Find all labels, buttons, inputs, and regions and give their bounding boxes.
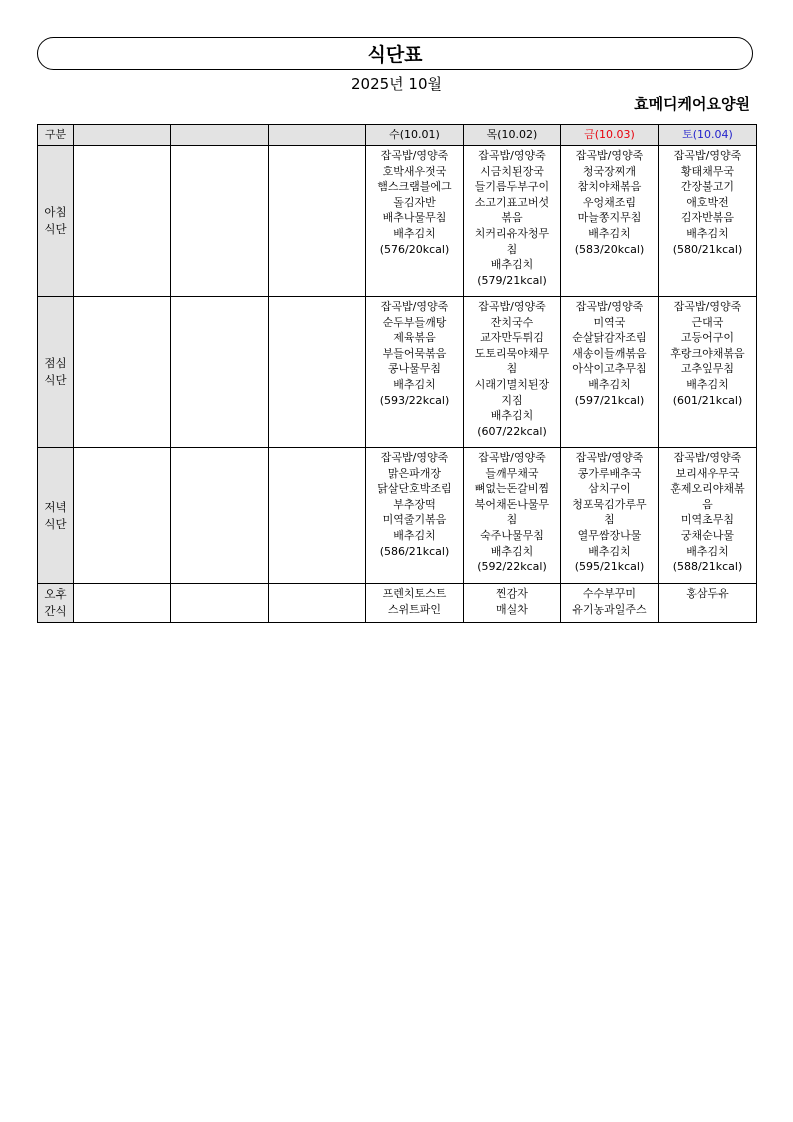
- menu-item: 순두부들깨탕: [382, 315, 447, 329]
- lunch-row: [38, 297, 757, 448]
- menu-item: 침: [506, 362, 518, 376]
- menu-item: 돌김자반: [393, 195, 436, 209]
- menu-item: 잡곡밥/영양죽: [575, 149, 644, 162]
- menu-item: 잡곡밥/영양죽: [478, 300, 546, 313]
- menu-item: 잡곡밥/영양죽: [380, 451, 449, 464]
- menu-item: 간장불고기: [680, 180, 735, 194]
- page-title-box: [37, 37, 753, 70]
- menu-item: 침: [506, 242, 518, 256]
- menu-item: (580/21kcal): [672, 242, 743, 256]
- day-header-sat: 토(10.04): [659, 125, 757, 146]
- category-header: 구분: [38, 125, 74, 146]
- menu-item: 콩나물무침: [387, 362, 442, 376]
- menu-item: 배추나물무침: [382, 211, 447, 225]
- menu-item: 침: [506, 513, 518, 527]
- menu-item: (593/22kcal): [379, 393, 450, 407]
- menu-cell: [366, 297, 464, 448]
- menu-item: 스위트파인: [387, 602, 442, 616]
- menu-cell: [171, 297, 269, 448]
- meal-label-line: 간식: [44, 604, 67, 618]
- menu-item: 잡곡밥/영양죽: [575, 451, 644, 464]
- menu-item: 순살닭감자조림: [572, 331, 647, 345]
- menu-cell: [171, 584, 269, 623]
- menu-item: 삼치구이: [588, 482, 631, 496]
- menu-item: (595/21kcal): [574, 560, 645, 574]
- page-title: 식단표: [367, 44, 423, 66]
- menu-cell: [659, 584, 757, 623]
- menu-item: 잡곡밥/영양죽: [478, 451, 546, 464]
- menu-item: 지짐: [501, 393, 523, 407]
- menu-item: 잡곡밥/영양죽: [673, 300, 742, 313]
- menu-item: 음: [702, 497, 713, 511]
- menu-item: 북어채돈나물무: [474, 497, 550, 511]
- menu-cell: [269, 297, 366, 448]
- menu-item: 배추김치: [490, 544, 534, 558]
- menu-item: 잡곡밥/영양죽: [478, 149, 546, 162]
- menu-cell: [561, 448, 659, 584]
- menu-item: 찐감자: [496, 587, 528, 600]
- menu-item: 소고기표고버섯: [474, 195, 550, 209]
- menu-item: (586/21kcal): [379, 544, 450, 558]
- meal-label: [38, 448, 74, 584]
- menu-item: 콩가루배추국: [577, 466, 642, 480]
- menu-item: 배추김치: [393, 226, 436, 240]
- menu-item: 마늘쫑지무침: [577, 211, 642, 225]
- menu-cell: [561, 146, 659, 297]
- menu-item: 잔치국수: [490, 315, 534, 329]
- menu-item: 배추김치: [588, 377, 631, 391]
- menu-item: 호박새우젓국: [382, 164, 447, 178]
- menu-cell: [74, 297, 171, 448]
- menu-item: 잡곡밥/영양죽: [673, 451, 742, 464]
- day-header: [171, 125, 269, 146]
- breakfast-row: [38, 146, 757, 297]
- menu-item: 후랑크야채볶음: [670, 346, 745, 360]
- menu-item: 부들어묵볶음: [382, 346, 447, 360]
- menu-cell: [366, 448, 464, 584]
- day-header-thu: 목(10.02): [464, 125, 561, 146]
- menu-cell: [464, 297, 561, 448]
- menu-cell: [464, 146, 561, 297]
- menu-item: (576/20kcal): [379, 242, 450, 256]
- menu-item: 부추장떡: [393, 497, 436, 511]
- menu-item: (579/21kcal): [477, 273, 547, 287]
- menu-item: 근대국: [691, 315, 724, 329]
- meal-label-line: 점심: [44, 356, 67, 370]
- menu-item: 잡곡밥/영양죽: [380, 149, 449, 162]
- meal-label-line: 식단: [44, 373, 67, 387]
- menu-item: (597/21kcal): [574, 393, 645, 407]
- menu-item: 수수부꾸미: [582, 587, 637, 600]
- menu-item: 애호박전: [686, 195, 729, 209]
- menu-item: 우엉채조림: [582, 195, 637, 209]
- menu-item: (601/21kcal): [672, 393, 743, 407]
- menu-cell: [366, 584, 464, 623]
- menu-cell: [366, 146, 464, 297]
- meal-label: [38, 584, 74, 623]
- meal-table: [37, 124, 757, 623]
- menu-item: 궁채순나물: [680, 528, 735, 542]
- menu-item: 배추김치: [686, 226, 729, 240]
- menu-item: 미역줄기볶음: [382, 513, 447, 527]
- menu-cell: [269, 584, 366, 623]
- menu-cell: [464, 448, 561, 584]
- menu-item: (592/22kcal): [477, 560, 547, 574]
- menu-cell: [74, 448, 171, 584]
- menu-item: 잡곡밥/영양죽: [673, 149, 742, 162]
- menu-item: 배추김치: [490, 258, 534, 272]
- menu-cell: [269, 448, 366, 584]
- menu-item: 훈제오리야채볶: [670, 482, 745, 496]
- menu-item: 시금치된장국: [480, 164, 544, 178]
- menu-item: 미역국: [593, 315, 626, 329]
- menu-item: 열무쌈장나물: [577, 528, 642, 542]
- menu-cell: [561, 584, 659, 623]
- menu-item: 닭살단호박조림: [377, 482, 452, 496]
- menu-item: 프렌치토스트: [382, 587, 447, 600]
- menu-item: 홍삼두유: [686, 587, 729, 600]
- menu-item: 황태채무국: [680, 164, 735, 178]
- menu-item: 고추잎무침: [680, 362, 735, 376]
- menu-cell: [561, 297, 659, 448]
- menu-item: 맑은파개장: [387, 466, 442, 480]
- menu-item: 참치야채볶음: [577, 180, 642, 194]
- menu-item: 들기름두부구이: [474, 180, 550, 194]
- meal-label-line: 식단: [44, 516, 67, 531]
- menu-cell: [74, 584, 171, 623]
- menu-item: 고등어구이: [680, 331, 735, 345]
- menu-item: 잡곡밥/영양죽: [575, 300, 644, 313]
- day-header: [74, 125, 171, 146]
- menu-item: 잡곡밥/영양죽: [380, 300, 449, 313]
- day-header: [269, 125, 366, 146]
- snack-row: [38, 584, 757, 623]
- meal-label-line: 아침: [44, 205, 67, 219]
- menu-item: 숙주나물무침: [480, 528, 544, 542]
- meal-label-line: 식단: [44, 222, 67, 236]
- menu-item: 들깨무채국: [485, 466, 539, 480]
- meal-label: [38, 297, 74, 448]
- day-header-wed: 수(10.01): [366, 125, 464, 146]
- menu-item: 매실차: [496, 602, 528, 616]
- menu-cell: [74, 146, 171, 297]
- meal-label: [38, 146, 74, 297]
- menu-item: 제육볶음: [393, 331, 436, 345]
- menu-item: 교자만두튀김: [480, 331, 544, 345]
- menu-item: 치커리유자청무: [474, 226, 550, 240]
- menu-item: 미역초무침: [680, 513, 735, 527]
- menu-item: 뼈없는돈갈비찜: [474, 482, 550, 496]
- menu-cell: [269, 146, 366, 297]
- day-header-fri: 금(10.03): [561, 125, 659, 146]
- menu-item: 침: [604, 513, 615, 527]
- menu-item: 청국장찌개: [582, 164, 637, 178]
- menu-item: (607/22kcal): [477, 424, 547, 438]
- menu-cell: [464, 584, 561, 623]
- menu-item: 햄스크램블에그: [377, 180, 452, 194]
- menu-cell: [659, 297, 757, 448]
- menu-cell: [171, 146, 269, 297]
- menu-item: 볶음: [501, 211, 523, 225]
- header-row: [38, 125, 757, 146]
- menu-item: 배추김치: [686, 544, 729, 558]
- menu-item: (588/21kcal): [672, 560, 743, 574]
- menu-item: 아삭이고추무침: [572, 362, 647, 376]
- facility-name: 효메디케어요양원: [634, 95, 750, 113]
- menu-item: 배추김치: [588, 544, 631, 558]
- menu-item: 배추김치: [393, 528, 436, 542]
- menu-item: 청포묵김가루무: [572, 497, 647, 511]
- menu-item: (583/20kcal): [574, 242, 645, 256]
- menu-item: 김자반볶음: [680, 211, 735, 225]
- menu-item: 배추김치: [393, 377, 436, 391]
- menu-item: 보리새우무국: [675, 466, 740, 480]
- menu-item: 배추김치: [686, 377, 729, 391]
- menu-cell: [659, 448, 757, 584]
- meal-label-line: 저녁: [44, 499, 67, 514]
- menu-item: 유기농과일주스: [572, 602, 647, 616]
- month-label: 2025년 10월: [350, 75, 442, 93]
- menu-item: 도토리묵야채무: [474, 346, 550, 360]
- dinner-row: [38, 448, 757, 584]
- meal-label-line: 오후: [44, 587, 67, 601]
- menu-item: 새송이들깨볶음: [572, 346, 647, 360]
- menu-item: 배추김치: [490, 409, 534, 423]
- menu-cell: [171, 448, 269, 584]
- menu-item: 배추김치: [588, 226, 631, 240]
- menu-cell: [659, 146, 757, 297]
- menu-item: 시래기멸치된장: [474, 377, 550, 391]
